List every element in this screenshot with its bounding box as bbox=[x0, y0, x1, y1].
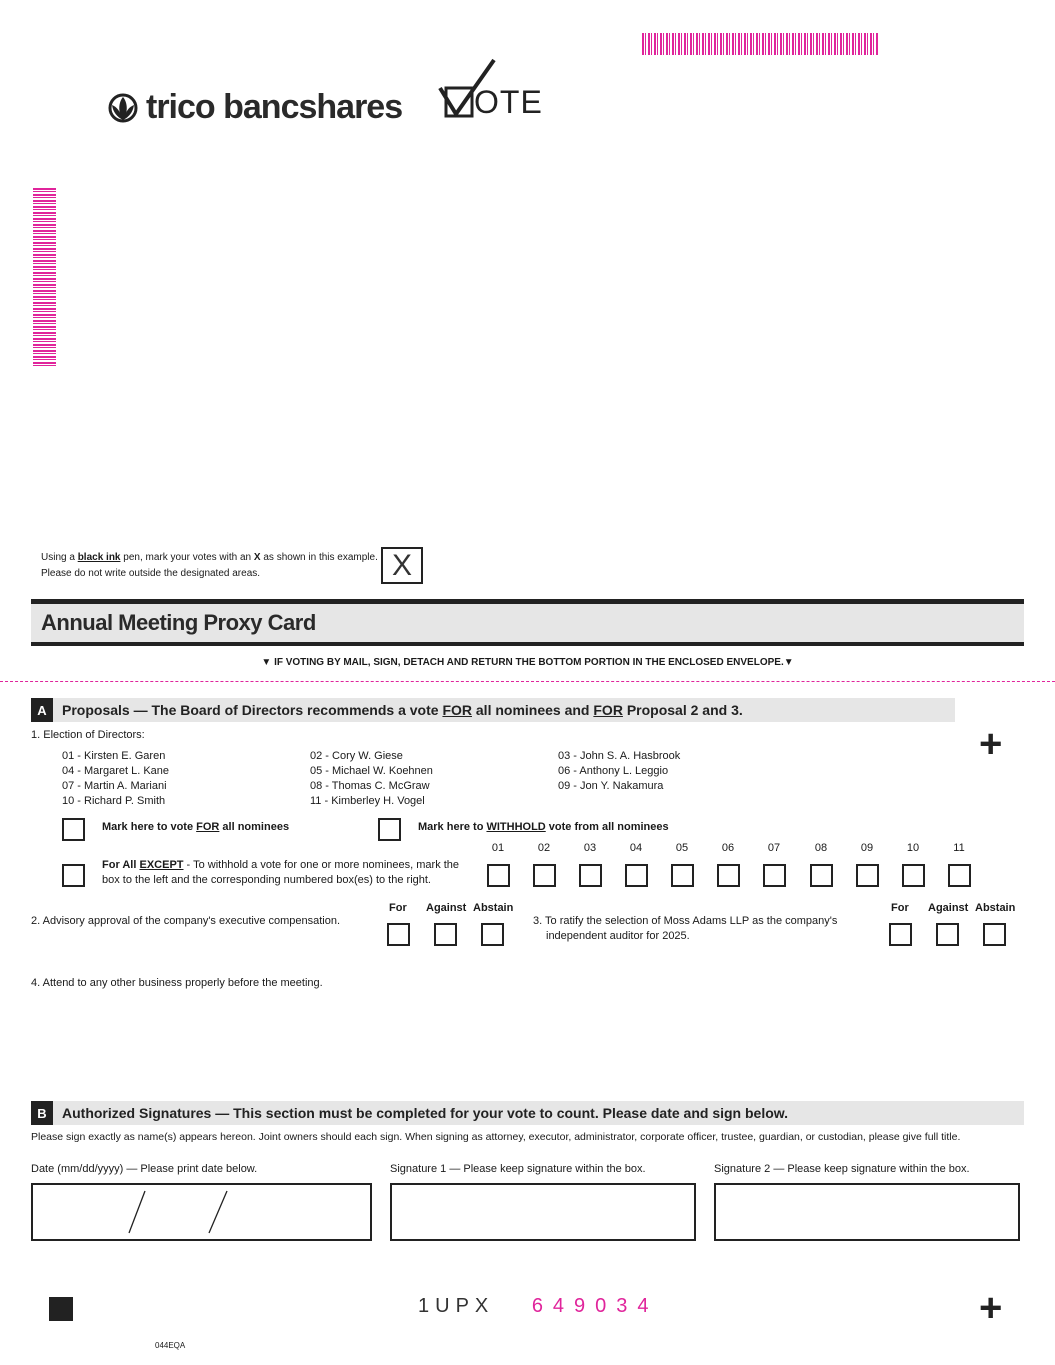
except-number-label: 02 bbox=[537, 842, 551, 854]
except-checkbox-09[interactable] bbox=[856, 864, 879, 887]
except-checkbox-03[interactable] bbox=[579, 864, 602, 887]
nominee: 06 - Anthony L. Leggio bbox=[558, 765, 669, 777]
election-label: 1. Election of Directors: bbox=[31, 729, 145, 741]
proposal-3-text bbox=[533, 914, 837, 944]
registration-square bbox=[49, 1297, 73, 1321]
instr-post: as shown in this example. bbox=[260, 552, 378, 563]
date-label: Date (mm/dd/yyyy) — Please print date below. bbox=[31, 1163, 258, 1175]
down-triangle-left-icon: ▼ bbox=[261, 657, 275, 668]
except-number-label: 07 bbox=[767, 842, 781, 854]
except-checkbox-07[interactable] bbox=[763, 864, 786, 887]
detach-text: IF VOTING BY MAIL, SIGN, DETACH AND RETURN THE BOTTOM PORTION IN THE ENCLOSED ENVELOPE. bbox=[274, 657, 784, 668]
detach-line bbox=[0, 681, 1055, 682]
footer-code-black: 1UPX bbox=[418, 1295, 495, 1317]
except-number-label: 01 bbox=[491, 842, 505, 854]
sec-a-post: Proposal 2 and 3. bbox=[622, 702, 743, 718]
except-checkbox-02[interactable] bbox=[533, 864, 556, 887]
sec-a-pre: Proposals — The Board of Directors recommends a vote bbox=[62, 702, 443, 718]
signature-instructions: Please sign exactly as name(s) appears hereon. Joint owners should each sign. When signing as attorney, executor, administrator, corporate officer, trustee, guardian, or custodian, please give full title. bbox=[31, 1131, 961, 1143]
p3-header-against: Against bbox=[928, 902, 969, 914]
signature-2-field[interactable] bbox=[714, 1183, 1020, 1241]
example-mark: X bbox=[391, 548, 412, 582]
except-checkbox-10[interactable] bbox=[902, 864, 925, 887]
except-number-label: 08 bbox=[814, 842, 828, 854]
except-checkbox-01[interactable] bbox=[487, 864, 510, 887]
nominee: 09 - Jon Y. Nakamura bbox=[558, 780, 664, 792]
except-checkbox-06[interactable] bbox=[717, 864, 740, 887]
for-all-except-checkbox[interactable] bbox=[62, 864, 85, 887]
trico-logo bbox=[108, 88, 402, 127]
section-b-letter: B bbox=[31, 1101, 53, 1125]
except-checkbox-11[interactable] bbox=[948, 864, 971, 887]
fae-except: EXCEPT bbox=[139, 859, 184, 871]
registration-plus-top: + bbox=[979, 722, 1003, 766]
sig2-label: Signature 2 — Please keep signature within the box. bbox=[714, 1163, 970, 1175]
sec-a-mid: all nominees and bbox=[472, 702, 594, 718]
date-slash-icon bbox=[33, 1185, 374, 1239]
vote-for-all-checkbox[interactable] bbox=[62, 818, 85, 841]
proposal-2-for-checkbox[interactable] bbox=[387, 923, 410, 946]
nominee-column-3 bbox=[558, 749, 680, 794]
nominee: 05 - Michael W. Koehnen bbox=[310, 765, 433, 777]
except-number-label: 03 bbox=[583, 842, 597, 854]
proposal-3-abstain-checkbox[interactable] bbox=[983, 923, 1006, 946]
date-field[interactable] bbox=[31, 1183, 372, 1241]
wh-post: vote from all nominees bbox=[545, 821, 669, 833]
p2-header-for: For bbox=[389, 902, 407, 914]
title-bar bbox=[31, 599, 1024, 646]
p3-header-for: For bbox=[891, 902, 909, 914]
fae-line2: box to the left and the corresponding numbered box(es) to the right. bbox=[102, 874, 431, 886]
detach-notice bbox=[0, 657, 1055, 668]
barcode-top bbox=[642, 33, 878, 55]
nominee-column-1 bbox=[62, 749, 169, 809]
registration-plus-bottom: + bbox=[979, 1286, 1003, 1330]
section-b-title: Authorized Signatures — This section must be completed for your vote to count. Please date and sign below. bbox=[62, 1105, 789, 1121]
withhold-all-checkbox[interactable] bbox=[378, 818, 401, 841]
signature-1-field[interactable] bbox=[390, 1183, 696, 1241]
logo-text: trico bancshares bbox=[146, 88, 403, 126]
except-checkbox-04[interactable] bbox=[625, 864, 648, 887]
nominee: 04 - Margaret L. Kane bbox=[62, 765, 170, 777]
except-number-label: 10 bbox=[906, 842, 920, 854]
nominee: 11 - Kimberley H. Vogel bbox=[310, 795, 425, 807]
p2-header-abstain: Abstain bbox=[473, 902, 514, 914]
proposal-2-abstain-checkbox[interactable] bbox=[481, 923, 504, 946]
proposal-2-text: 2. Advisory approval of the company's executive compensation. bbox=[31, 915, 341, 927]
instr-pre: Using a bbox=[41, 552, 78, 563]
section-a-bar bbox=[31, 698, 955, 722]
p2-header-against: Against bbox=[426, 902, 467, 914]
except-number-label: 06 bbox=[721, 842, 735, 854]
except-number-label: 11 bbox=[953, 842, 965, 854]
section-a-title bbox=[62, 702, 743, 718]
sec-a-for2: FOR bbox=[593, 702, 623, 718]
form-code: 044EQA bbox=[155, 1341, 186, 1350]
for-all-except-label bbox=[102, 858, 459, 888]
nominee: 02 - Cory W. Giese bbox=[310, 750, 403, 762]
vote-for-all-label bbox=[102, 820, 289, 835]
vfa-pre: Mark here to vote bbox=[102, 821, 197, 833]
proposal-3-against-checkbox[interactable] bbox=[936, 923, 959, 946]
example-mark-box bbox=[381, 547, 423, 584]
instr-ink: black ink bbox=[77, 552, 121, 563]
proposal-2-against-checkbox[interactable] bbox=[434, 923, 457, 946]
nominee: 07 - Martin A. Mariani bbox=[62, 780, 167, 792]
except-checkbox-08[interactable] bbox=[810, 864, 833, 887]
nominee: 08 - Thomas C. McGraw bbox=[310, 780, 430, 792]
fae-line1: - To withhold a vote for one or more nominees, mark the bbox=[183, 859, 460, 871]
withhold-all-label bbox=[418, 820, 669, 835]
section-a-letter: A bbox=[31, 698, 53, 722]
ink-instructions bbox=[41, 550, 378, 582]
footer-code bbox=[418, 1295, 659, 1318]
except-checkbox-05[interactable] bbox=[671, 864, 694, 887]
sig1-label: Signature 1 — Please keep signature within the box. bbox=[390, 1163, 646, 1175]
p3-header-abstain: Abstain bbox=[975, 902, 1016, 914]
instr-x: X bbox=[253, 552, 261, 563]
vote-logo bbox=[438, 58, 543, 120]
footer-code-magenta: 649034 bbox=[531, 1295, 659, 1317]
except-number-label: 04 bbox=[629, 842, 643, 854]
nominee: 01 - Kirsten E. Garen bbox=[62, 750, 166, 762]
except-number-label: 09 bbox=[860, 842, 874, 854]
p3-line1: 3. To ratify the selection of Moss Adams LLP as the company's bbox=[533, 915, 838, 927]
vfa-post: all nominees bbox=[219, 821, 290, 833]
instr-mid: pen, mark your votes with an bbox=[120, 552, 254, 563]
wh-word: WITHHOLD bbox=[486, 821, 546, 833]
wh-pre: Mark here to bbox=[418, 821, 487, 833]
nominee: 10 - Richard P. Smith bbox=[62, 795, 166, 807]
fae-bold: For All bbox=[102, 859, 140, 871]
nominee: 03 - John S. A. Hasbrook bbox=[558, 750, 681, 762]
page-title: Annual Meeting Proxy Card bbox=[41, 610, 316, 635]
nominee-column-2 bbox=[310, 749, 433, 809]
barcode-side bbox=[33, 188, 56, 366]
instr-line2: Please do not write outside the designated areas. bbox=[41, 568, 261, 579]
trico-leaf-icon bbox=[108, 93, 138, 123]
proposal-4-text: 4. Attend to any other business properly before the meeting. bbox=[31, 977, 323, 989]
sec-a-for1: FOR bbox=[442, 702, 472, 718]
proposal-3-for-checkbox[interactable] bbox=[889, 923, 912, 946]
p3-line2: independent auditor for 2025. bbox=[546, 930, 690, 942]
section-b-bar bbox=[31, 1101, 1024, 1125]
vfa-for: FOR bbox=[196, 821, 220, 833]
except-number-label: 05 bbox=[675, 842, 689, 854]
vote-logo-text: OTE bbox=[474, 84, 543, 120]
down-triangle-right-icon: ▼ bbox=[783, 657, 794, 668]
